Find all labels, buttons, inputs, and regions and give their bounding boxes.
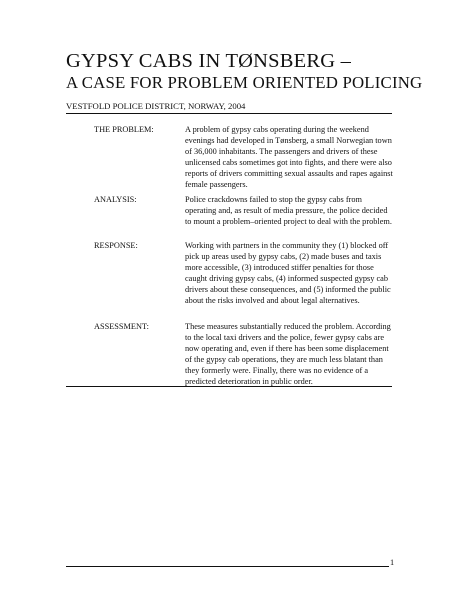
section-text-assessment: These measures substantially reduced the problem. According to the local taxi drivers and the police, fewer gypsy cabs are now operating and, even if there has been some displacement of the gypsy cab operations, they are much less blatant than they formerly were. Finally, there was no evidence of a predicted deterioration in public order. — [185, 322, 391, 386]
section-text-analysis: Police crackdowns failed to stop the gypsy cabs from operating and, as result of media pressure, the police decided to mount a problem–oriented project to deal with the problem. — [185, 195, 392, 226]
section-label-analysis: ANALYSIS: — [94, 195, 137, 204]
section-label-assessment: ASSESSMENT: — [94, 322, 149, 331]
page-number: 1 — [390, 558, 395, 567]
title-line-1: GYPSY CABS IN TØNSBERG – — [66, 50, 352, 72]
footer-rule — [66, 566, 389, 567]
top-divider — [66, 113, 392, 114]
subtitle: VESTFOLD POLICE DISTRICT, NORWAY, 2004 — [66, 101, 246, 111]
section-text-response: Working with partners in the community they (1) blocked off pick up areas used by gypsy cabs, (2) made buses and taxis more accessible, (3) introduced stiffer penalties for those caught driving gypsy cabs, (4) informed suspected gypsy cab drivers about these consequences, and (5) informed the public about the risks involved and about legal alternatives. — [185, 241, 391, 305]
title-line-2: A CASE FOR PROBLEM ORIENTED POLICING — [66, 73, 423, 92]
section-label-problem: THE PROBLEM: — [94, 125, 154, 134]
section-text-problem: A problem of gypsy cabs operating during the weekend evenings had developed in Tønsberg, a small Norwegian town of 36,000 inhabitants. The passengers and drivers of these unlicensed cabs sometimes got into fights, and there were also reports of drivers committing sexual assaults and rapes against female passengers. — [185, 125, 393, 189]
section-label-response: RESPONSE: — [94, 241, 138, 250]
bottom-divider — [66, 386, 392, 387]
